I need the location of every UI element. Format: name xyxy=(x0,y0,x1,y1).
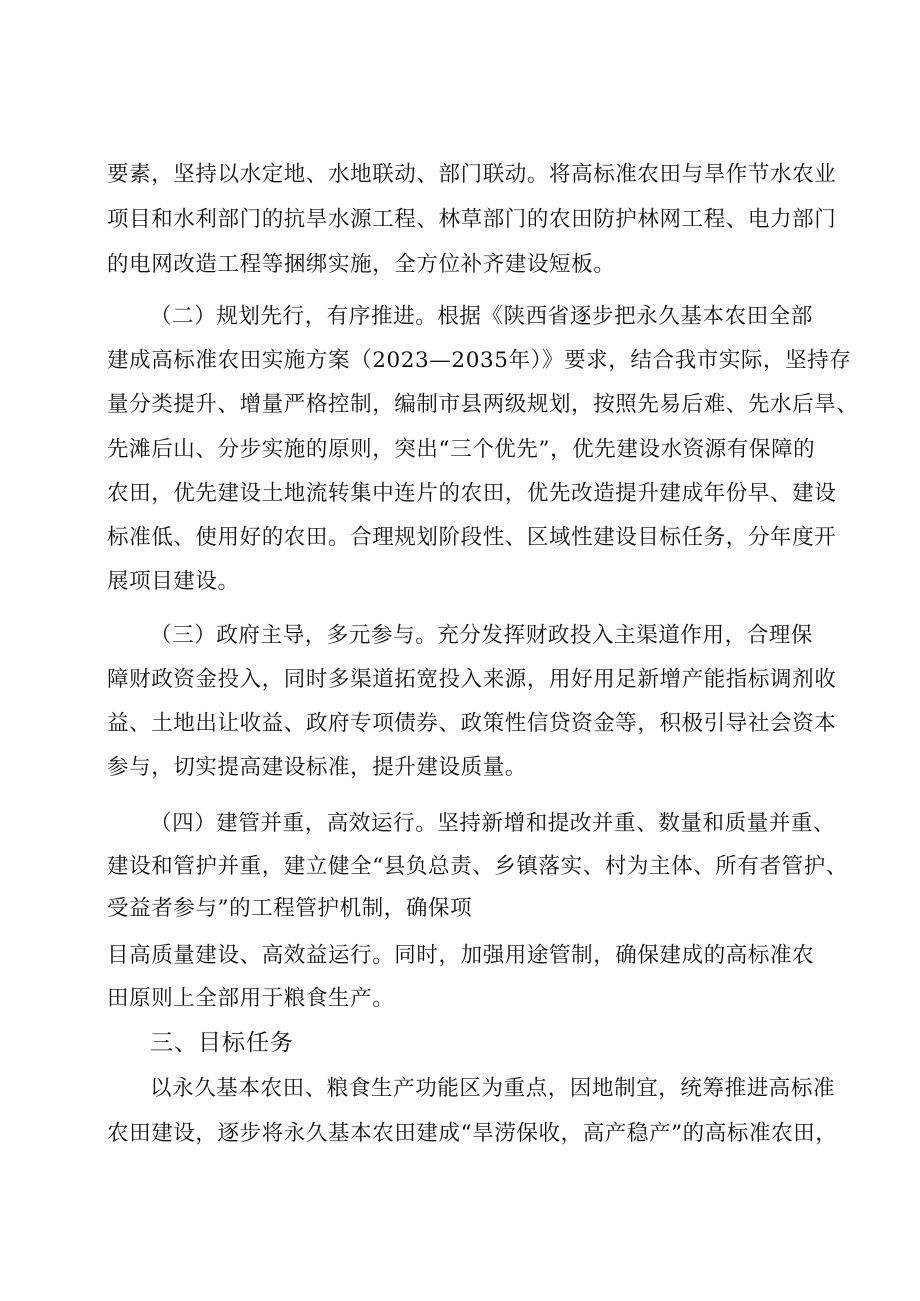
paragraph-4-line-1: （四）建管并重，高效运行。坚持新增和提改并重、数量和质量并重、 xyxy=(150,811,836,836)
paragraph-1-line-3: 的电网改造工程等捆绑实施，全方位补齐建设短板。 xyxy=(107,252,616,277)
paragraph-3-line-4: 参与，切实提高建设标准，提升建设质量。 xyxy=(107,755,527,780)
paragraph-3-line-1: （三）政府主导，多元参与。充分发挥财政投入主渠道作用，合理保 xyxy=(150,623,814,648)
paragraph-1-line-1: 要素，坚持以水定地、水地联动、部门联动。将高标准农田与旱作节水农业 xyxy=(107,162,837,187)
paragraph-2-line-1: （二）规划先行，有序推进。根据《陕西省逐步把永久基本农田全部 xyxy=(150,304,814,329)
paragraph-2-line-6: 标准低、使用好的农田。合理规划阶段性、区域性建设目标任务，分年度开 xyxy=(107,525,837,550)
paragraph-3-line-3: 益、土地出让收益、政府专项债券、政策性信贷资金等，积极引导社会资本 xyxy=(107,711,837,736)
paragraph-2-line-2: 建成高标准农田实施方案（2023—2035年）》要求，结合我市实际，坚持存 xyxy=(107,348,852,373)
paragraph-3-line-2: 障财政资金投入，同时多渠道拓宽投入来源，用好用足新增产能指标调剂收 xyxy=(107,667,837,692)
paragraph-2-line-5: 农田，优先建设土地流转集中连片的农田，优先改造提升建成年份早、建设 xyxy=(107,481,837,506)
section-heading: 三、目标任务 xyxy=(150,1030,294,1056)
paragraph-2-line-4: 先滩后山、分步实施的原则，突出“三个优先”，优先建设水资源有保障的 xyxy=(107,437,816,462)
paragraph-5-line-2: 田原则上全部用于粮食生产。 xyxy=(107,986,395,1011)
paragraph-4-line-3: 受益者参与”的工程管护机制，确保项 xyxy=(107,896,473,921)
paragraph-4-line-2: 建设和管护并重，建立健全“县负总责、乡镇落实、村为主体、所有者管护、 xyxy=(107,854,848,879)
paragraph-2-line-3: 量分类提升、增量严格控制，编制市县两级规划，按照先易后难、先水后旱、 xyxy=(107,392,859,417)
paragraph-6-line-1: 以永久基本农田、粮食生产功能区为重点，因地制宜，统筹推进高标准 xyxy=(150,1076,836,1101)
paragraph-6-line-2: 农田建设，逐步将永久基本农田建成“旱涝保收，高产稳产”的高标准农田， xyxy=(107,1121,838,1146)
paragraph-5-line-1: 目高质量建设、高效益运行。同时，加强用途管制，确保建成的高标准农 xyxy=(107,943,815,968)
paragraph-1-line-2: 项目和水利部门的抗旱水源工程、林草部门的农田防护林网工程、电力部门 xyxy=(107,207,837,232)
paragraph-2-line-7: 展项目建设。 xyxy=(107,569,240,594)
